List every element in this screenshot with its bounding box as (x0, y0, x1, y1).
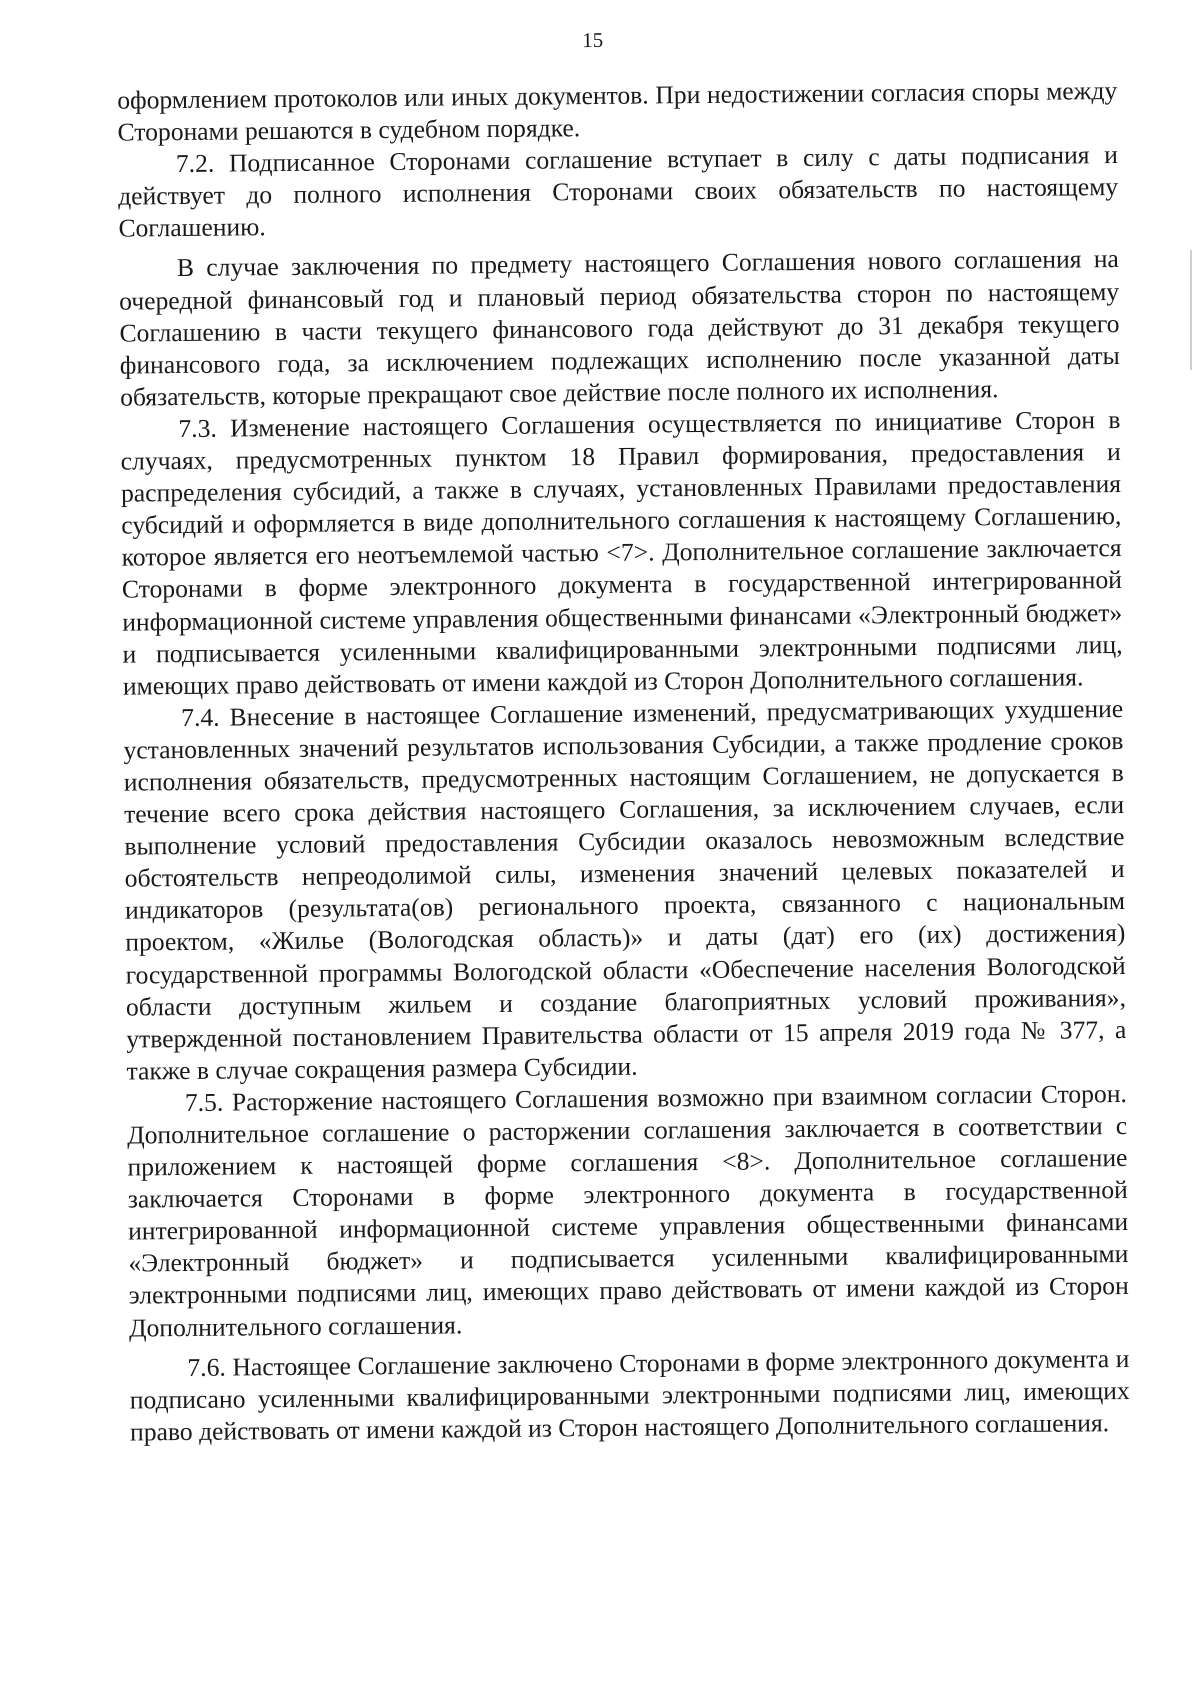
page-number: 15 (582, 27, 604, 53)
paragraph-7-3: 7.3. Изменение настоящего Соглашения осуществляется по инициативе Сторон в случаях, предусмотренных пунктом 18 Правил формирования, предоставления и распределения субсидий, а также в случаях, установленных Правилами предоставления субсидий и оформляется в виде дополнительного соглашения к настоящему Соглашению, которое является его неотъемлемой частью <7>. Дополнительное соглашение заключается Сторонами в форме электронного документа в государственной интегрированной информационной системе управления общественными финансами «Электронный бюджет» и подписывается усиленными квалифицированными электронными подписями лиц, имеющих право действовать от имени каждой из Сторон Дополнительного соглашения. (120, 404, 1123, 701)
paragraph-7-4: 7.4. Внесение в настоящее Соглашение изменений, предусматривающих ухудшение установленных значений результатов использования Субсидии, а также продление сроков исполнения обязательств, предусмотренных настоящим Соглашением, не допускается в течение всего срока действия настоящего Соглашения, за исключением случаев, если выполнение условий предоставления Субсидии оказалось невозможным вследствие обстоятельств непреодолимой силы, изменения значений целевых показателей и индикаторов (результата(ов) регионального проекта, связанного с национальным проектом, «Жилье (Вологодская область)» и даты (дат) его (их) достижения) государственной программы Вологодской области «Обеспечение населения Вологодской области доступным жильем и создание благоприятных условий проживания», утвержденной постановлением Правительства области от 15 апреля 2019 года № 377, а также в случае сокращения размера Субсидии. (123, 693, 1127, 1086)
paragraph-new-agreement: В случае заключения по предмету настоящего Соглашения нового соглашения на очередной финансовый год и плановый период обязательства сторон по настоящему Соглашению в части текущего финансового года действуют до 31 декабря текущего финансового года, за исключением подлежащих исполнению после указанной даты обязательств, которые прекращают свое действие после полного их исполнения. (119, 244, 1120, 412)
paragraph-7-5: 7.5. Расторжение настоящего Соглашения возможно при взаимном согласии Сторон. Дополнительное соглашение о расторжении соглашения заключается в соответствии с приложением к настоящей форме соглашения <8>. Дополнительное соглашение заключается Сторонами в форме электронного документа в государственной интегрированной информационной системе управления общественными финансами «Электронный бюджет» и подписывается усиленными квалифицированными электронными подписями лиц, имеющих право действовать от имени каждой из Сторон Дополнительного соглашения. (127, 1078, 1129, 1343)
document-body (117, 75, 1130, 1448)
paragraph-7-6: 7.6. Настоящее Соглашение заключено Сторонами в форме электронного документа и подписано усиленными квалифицированными электронными подписями лиц, имеющих право действовать от имени каждой из Сторон настоящего Дополнительного соглашения. (129, 1343, 1130, 1447)
paragraph-7-2: 7.2. Подписанное Сторонами соглашение вступает в силу с даты подписания и действует до полного исполнения Сторонами своих обязательств по настоящему Соглашению. (118, 140, 1119, 243)
scan-edge-mark (1190, 250, 1192, 370)
paragraph-7-1-continuation: оформлением протоколов или иных документов. При недостижении согласия споры между Сторонами решаются в судебном порядке. (117, 76, 1118, 147)
